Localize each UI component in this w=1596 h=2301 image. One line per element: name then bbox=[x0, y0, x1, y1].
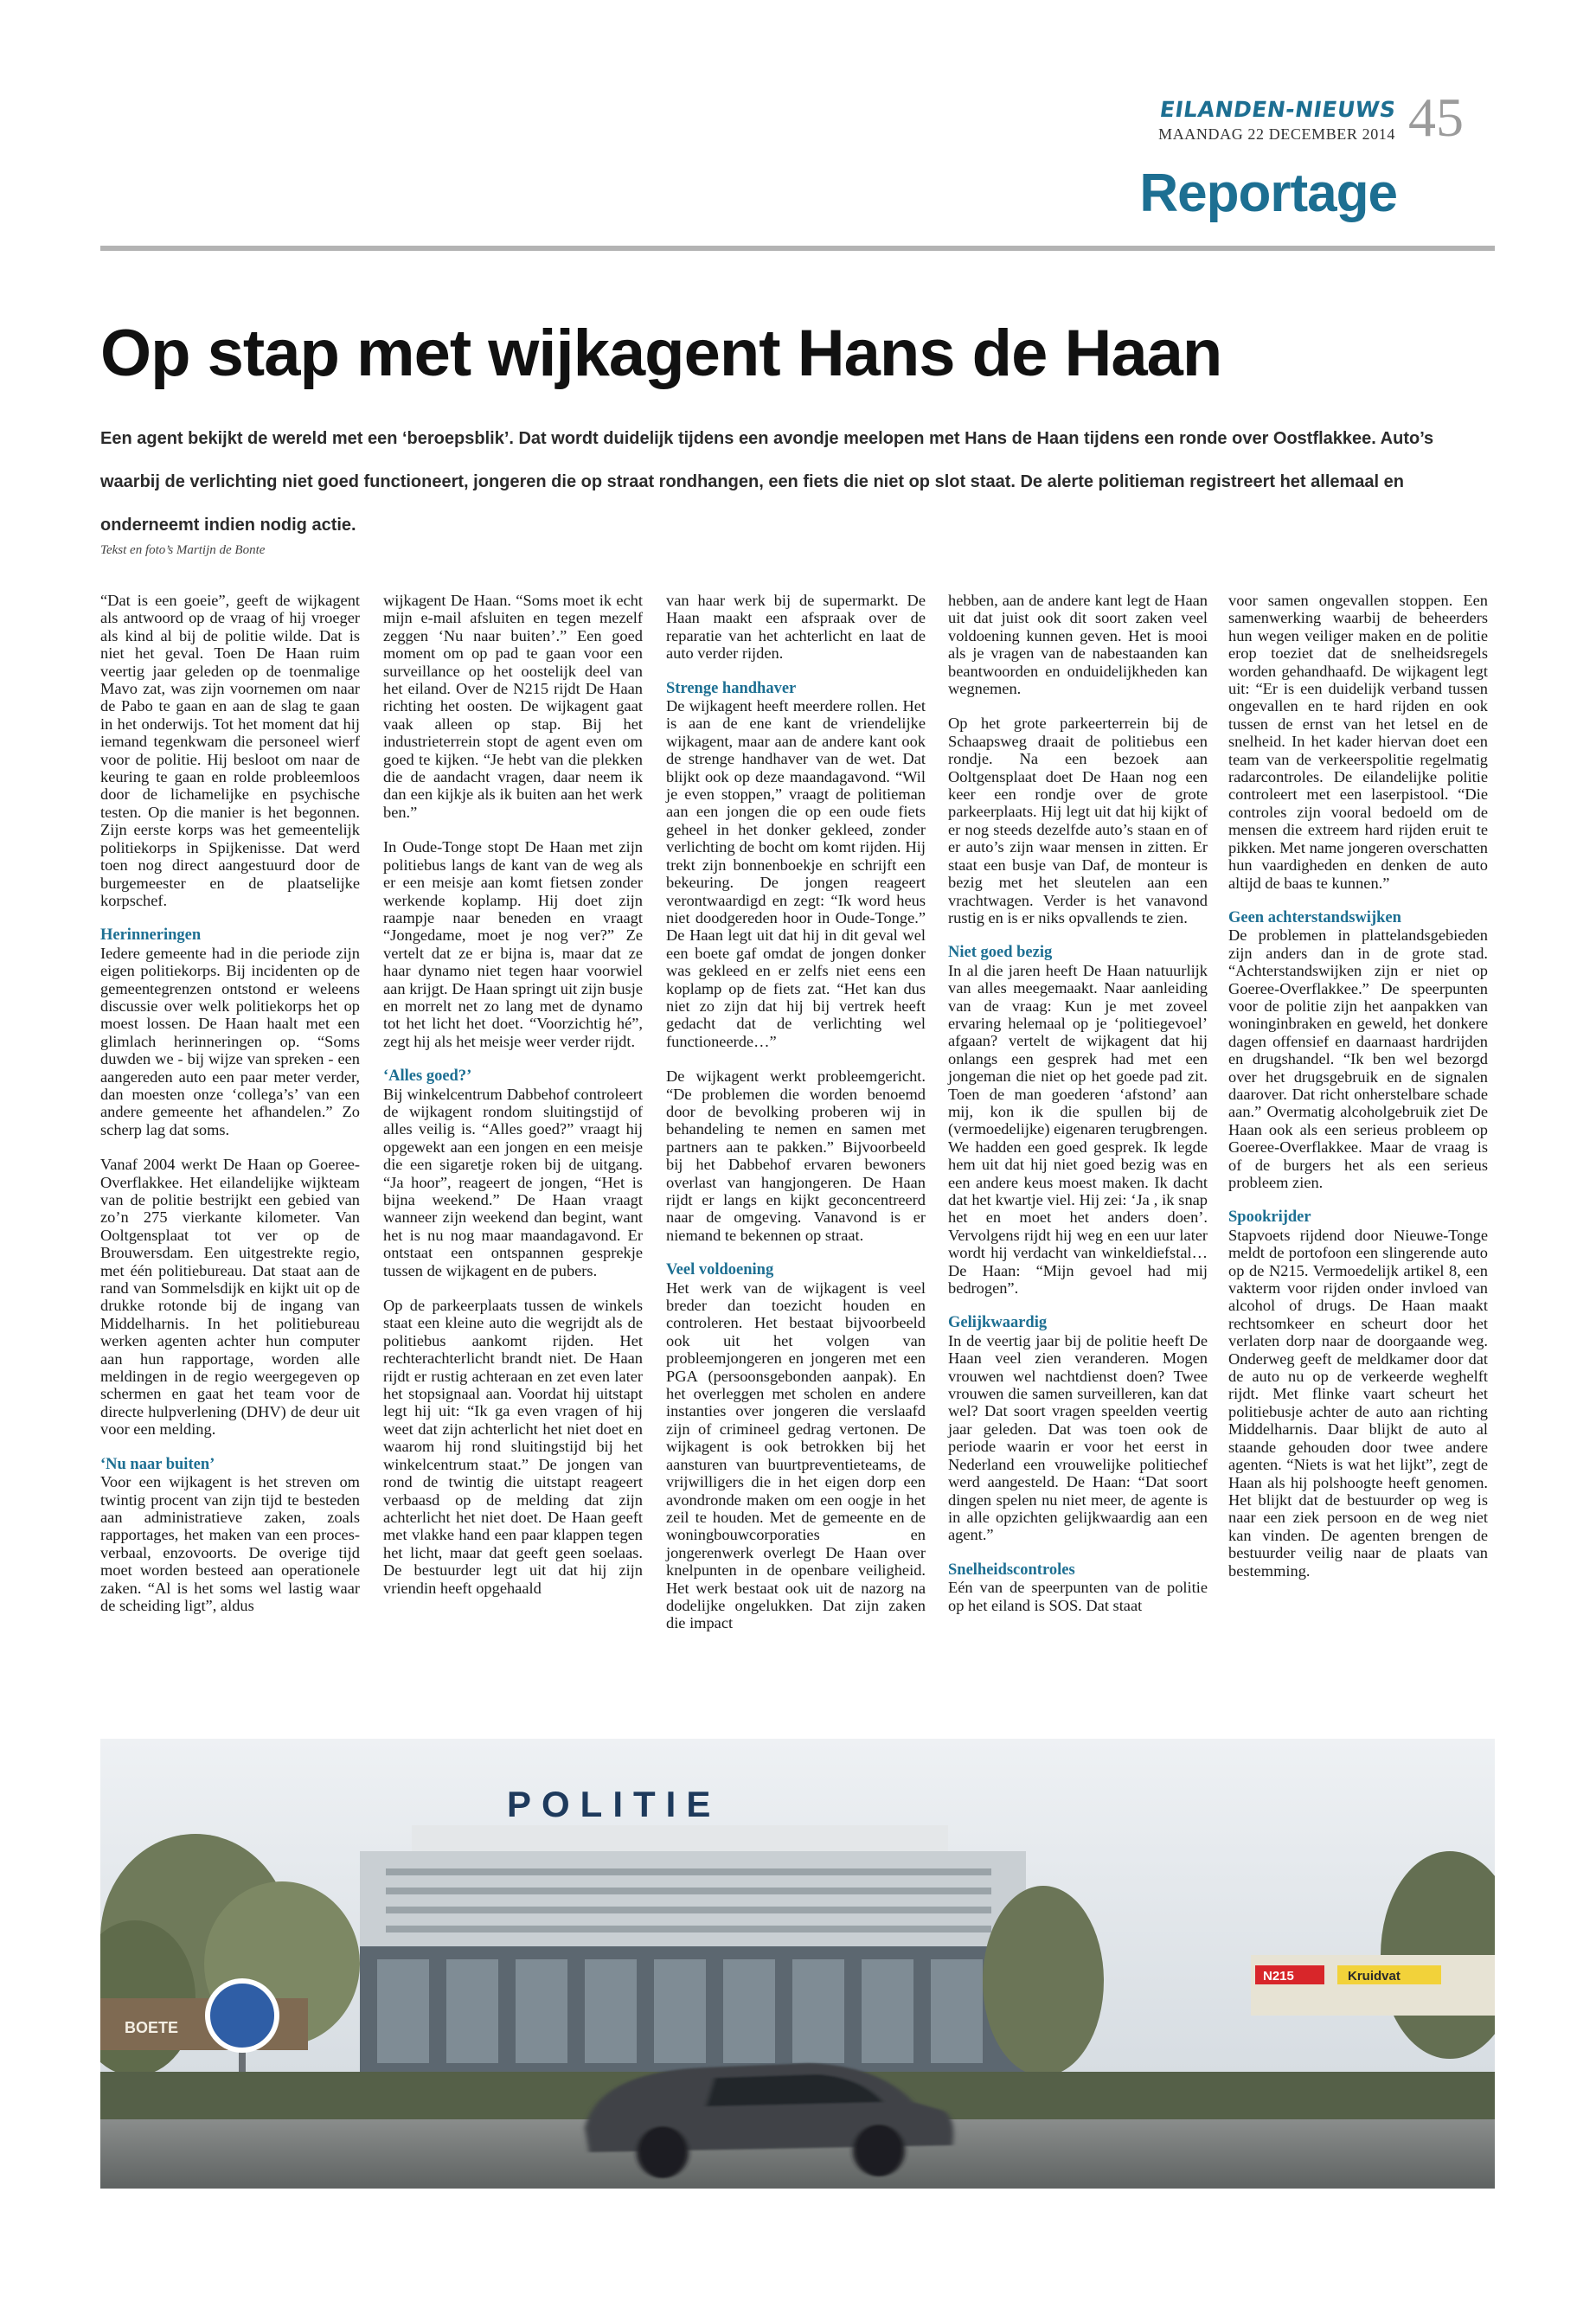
building bbox=[360, 1825, 1026, 2076]
paragraph: Iedere gemeente had in die periode zijn eigen politiekorps. Bij incidenten op de gemeentegrenzen ontstond er weleens discussie over welk politiekorps het op moest lossen. De Haan haalt met een glimlach herinneringen op. “Soms duwden we - bij wijze van spreken - een aangereden auto een paar meter verder, dan moesten onze ‘collega’s’ van een andere gemeente het afhandelen.” Zo scherp lag dat soms. bbox=[100, 944, 360, 1138]
shop-sign-boete: BOETE bbox=[125, 2019, 179, 2036]
article-column-1 bbox=[100, 592, 360, 1631]
paragraph: In al die jaren heeft De Haan natuurlijk van alles meegemaakt. Naar aanleiding van de vraag: Kun je met zoveel ervaring helemaal op je ‘politiegevoel’ afgaan? vertelt de wijkagent dat hij onlangs een gesprek had met een jongeman die niet op het goede pad zit. Toen de man goederen ‘afstond’ aan mij, kon ik die spullen bij de (vermoedelijke) eigenaren terugbrengen. We hadden een goed gesprek. Ik legde hem uit dat hij niet goed bezig was en een andere keus moest maken. Ik dacht dat het kwartje viel. Hij zei: ‘Ja , ik snap het en moet het anders doen’. Vervolgens rijdt hij weg en een uur later wordt hij verdacht van winkeldiefstal… De Haan: “Mijn gevoel had mij bedrogen”. bbox=[948, 961, 1208, 1298]
subheading: Herinneringen bbox=[100, 926, 202, 945]
paragraph: Bij winkelcentrum Dabbehof controleert de wijkagent rondom sluitingstijd of alles veilig is. “Alles goed?” vraagt hij opgewekt aan een jongen en een meisje die een sigaretje roken bij de uitgang. “Ja hoor”, reageert de jongen, “Het is bijna weekend.” De Haan vraagt wanneer zijn weekend dan begint, want het is nu nog maar maandagavond. Er ontstaat een ontspannen gesprekje tussen de wijkagent en de pubers. bbox=[383, 1085, 643, 1279]
paragraph: Op het grote parkeerterrein bij de Schaapsweg draait de politiebus een rondje. Na een bezoek aan Ooltgensplaat doet De Haan nog een keer een rondje over de grote parkeerplaats. Hij legt uit dat hij kijkt of er nog steeds dezelfde auto’s staan en of er auto’s zijn waar mensen in zitten. Er staat een busje van Daf, de monteur is bezig met het sleutelen aan een vrachtwagen. Verder is het vanavond rustig en is er niks opvallends te zien. bbox=[948, 715, 1208, 926]
subheading: ‘Nu naar buiten’ bbox=[100, 1455, 215, 1473]
article-column-2 bbox=[383, 592, 643, 1614]
issue-date: MAANDAG 22 DECEMBER 2014 bbox=[1158, 125, 1395, 143]
subheading: Spookrijder bbox=[1228, 1208, 1311, 1227]
paragraph: De wijkagent heeft meerdere rollen. Het is aan de ene kant de vriendelijke wijkagent, maar aan de andere kant ook de strenge handhaver van de wet. Dat blijkt ook op deze maandagavond. “Wil je even stoppen,” vraagt de politieman aan een jongen die op een oude fiets geheel in het donker gekleed, zonder verlichting de bocht om komt rijden. Hij trekt zijn bonnenboekje en schrijft een bekeuring. De jongen reageert verontwaardigd en zegt: “Ik word heus niet doodgereden hoor in Oude-Tonge.” De Haan legt uit dat hij in dit geval wel een boete gaf omdat de jongen donker was gekleed en er zelfs niet eens een koplamp op de fiets zat. “Het kan dus niet zo zijn dat hij bij vertrek heeft gedacht dat de verlichting wel functioneerde…” bbox=[666, 697, 926, 1050]
paragraph: wijkagent De Haan. “Soms moet ik echt mijn e-mail afsluiten en tegen mezelf zeggen ‘Nu naar buiten’.” Een goed moment om op pad te gaan voor een surveillance op het oostelijk deel van het eiland. Over de N215 rijdt De Haan richting het oosten. De wijkagent gaat vaak alleen op stap. Bij het industrieterrein stopt de agent even om goed te kijken. “Je hebt van die plekken die de aandacht vragen, daar neem ik dan een kijkje als ik buiten aan het werk ben.” bbox=[383, 592, 643, 821]
subheading: Snelheidscontroles bbox=[948, 1561, 1075, 1579]
masthead bbox=[1157, 97, 1398, 144]
paragraph: De wijkagent werkt probleemgericht. “De problemen die worden benoemd door de bevolking proberen wij in behandeling te nemen en samen met partners aan te pakken.” Bijvoorbeeld bij het Dabbehof ervaren bewoners overlast van hangjongeren. De Haan rijdt er langs en kijkt geconcentreerd naar de omgeving. Vanavond is er niemand te bekennen op straat. bbox=[666, 1067, 926, 1244]
shop-sign-n215: N215 bbox=[1263, 1969, 1294, 1984]
subheading: Geen achterstandswijken bbox=[1228, 908, 1401, 926]
page-number: 45 bbox=[1408, 87, 1464, 148]
paragraph: “Dat is een goeie”, geeft de wijkagent als antwoord op de vraag of hij vroeger als kind al bij de politie wilde. Dat is niet het geval. Toen De Haan ruim veertig jaar geleden op de toenmalige Mavo zat, was zijn voornemen om naar de Pabo te gaan en aan de slag te gaan in het onderwijs. Tot het moment dat hij iemand tegenkwam die personeel wierf voor de politie. Hij besloot om naar de keuring te gaan en rolde probleemloos door de lichamelijke en psychische testen. Op die manier is het begonnen. Zijn eerste korps was het gemeentelijk politiekorps in Spijkenisse. Dat werd toen nog direct aangestuurd door de burgemeester en de plaatselijke korpschef. bbox=[100, 592, 360, 909]
article-column-4 bbox=[948, 592, 1208, 1631]
paragraph: Het werk van de wijkagent is veel breder dan toezicht houden en controleren. Het bestaat bijvoorbeeld ook uit het volgen van probleemjongeren en jongeren met een PGA (persoonsgebonden aanpak). En het overleggen met scholen en andere instanties over jongeren die verslaafd zijn of crimineel gedrag vertonen. De wijkagent is ook betrokken bij het aansturen van buurtpreventieteams, de vrijwilligers die in het eigen dorp een avondronde maken om een oogje in het zeil te houden. Met de gemeente en de woningbouwcorporaties en jongerenwerk overlegt De Haan over knelpunten in de openbare veiligheid. Het werk bestaat ook uit de nazorg na dodelijke ongelukken. Dat zijn zaken die impact bbox=[666, 1279, 926, 1632]
paragraph: Stapvoets rijdend door Nieuwe-Tonge meldt de portofoon een slingerende auto op de N215. Vermoedelijk artikel 8, een vakterm voor rijden onder invloed van alcohol of drugs. De Haan maakt rechtsomkeer en scheurt door het verlaten dorp naar de doorgaande weg. Onderweg geeft de meldkamer door dat de auto nu op de verkeerde weghelft rijdt. Met flinke vaart scheurt het politiebusje achter de auto aan richting Middelharnis. Daar blijkt de auto al staande gehouden door twee andere agenten. “Niets is wat het lijkt”, zegt de Haan als hij polshoogte heeft genomen. Het blijkt dat de bestuurder op weg is naar een ziek persoon en de weg niet kan vinden. De agenten brengen de bestuurder veilig naar de plaats van bestemming. bbox=[1228, 1226, 1488, 1580]
header-rule bbox=[100, 246, 1495, 251]
article-credit: Tekst en foto’s Martijn de Bonte bbox=[100, 543, 266, 557]
subheading: Strenge handhaver bbox=[666, 679, 797, 697]
paragraph: De problemen in plattelandsgebieden zijn anders dan in de grote stad. “Achterstandswijken zijn er niet op Goeree-Overflakkee.” De speerpunten voor de politie zijn het aanpakken van woninginbraken en geweld, het donkere dagen offensief en daarnaast hardrijden en drugshandel. “Ik ben wel bezorgd over het drugsgebruik en de signalen daarover. Dat richt onherstelbare schade aan.” Overmatig alcoholgebruik ziet De Haan ook als een serieus probleem op Goeree-Overflakkee. Maar de vraag is of de burgers het als een serieus probleem zien. bbox=[1228, 926, 1488, 1191]
subheading: Veel voldoening bbox=[666, 1261, 774, 1279]
article-lead: Een agent bekijkt de wereld met een ‘beroepsblik’. Dat wordt duidelijk tijdens een avondje meelopen met Hans de Haan tijdens een ronde over Oostflakkee. Auto’s waarbij de verlichting niet goed functioneert, jongeren die op straat rondhangen, een fiets die niet op slot staat. De alerte politieman registreert het allemaal en onderneemt indien nodig actie. bbox=[100, 429, 1434, 535]
paragraph: Voor een wijkagent is het streven om twintig procent van zijn tijd te besteden aan administratieve zaken, zoals rapportages, het maken van een proces-verbaal, enzovoorts. De overige tijd moet worden besteed aan operationele zaken. “Al is het soms wel lastig waar de scheiding ligt”, aldus bbox=[100, 1473, 360, 1614]
paragraph: In de veertig jaar bij de politie heeft De Haan veel zien veranderen. Mogen vrouwen wel nachtdienst doen? Twee vrouwen die samen surveilleren, kan dat wel? Dat soort vragen speelden veertig jaar geleden. Dat was toen ook de periode waarin er voor het eerst in Nederland een vrouwelijke politiechef werd aangesteld. De Haan: “Dat soort dingen spelen nu niet meer, de agente is in alle opzichten gelijkwaardig aan een agent.” bbox=[948, 1331, 1208, 1544]
police-station-photo bbox=[100, 1739, 1495, 2189]
shops-right bbox=[1251, 1955, 1495, 2016]
subheading: Gelijkwaardig bbox=[948, 1314, 1048, 1332]
article-title: Op stap met wijkagent Hans de Haan bbox=[100, 317, 1222, 390]
paper-name: EILANDEN-NIEUWS bbox=[1157, 97, 1398, 122]
article-column-5 bbox=[1228, 592, 1488, 1597]
article-column-3 bbox=[666, 592, 926, 1650]
paragraph: Vanaf 2004 werkt De Haan op Goeree-Overflakkee. Het eilandelijke wijkteam van de politie bestrijkt een gebied van zo’n 275 vierkante kilometer. Van Ooltgensplaat tot ver op de Brouwersdam. Een uitgestrekte regio, met één politiebureau. Dat staat aan de rand van Sommelsdijk en kijkt uit op de drukke rotonde bij de ingang van Middelharnis. In het politiebureau werken agenten achter hun computer aan hun rapportage, worden alle meldingen in de regio weergegeven op schermen en gaat het team voor de directe hulpverlening (DHV) de deur uit voor een melding. bbox=[100, 1156, 360, 1439]
paragraph: voor samen ongevallen stoppen. Een samenwerking waarbij de beheerders hun wegen veiliger maken en de politie erop toeziet dat de snelheidsregels worden gehandhaafd. De wijkagent legt uit: “Er is een duidelijk verband tussen ongevallen en te hard rijden en ook tussen de ernst van het letsel en de snelheid. In het kader hiervan doet een team van de verkeerspolitie regelmatig radarcontroles. De eilandelijke politie controleert met een laserpistool. “Die controles zijn vooral bedoeld om de mensen die extreem hard rijden eruit te pikken. Met name jongeren overschatten hun vaardigheden en denken de auto altijd de baas te kunnen.” bbox=[1228, 592, 1488, 892]
paragraph: Op de parkeerplaats tussen de winkels staat een kleine auto die wegrijdt als de politiebus aankomt rijden. Het rechterachterlicht brandt niet. De Haan rijdt er rustig achteraan en zet even later het stopsignaal aan. Voordat hij uitstapt legt hij uit: “Ik ga even vragen of hij weet dat zijn achterlicht het niet doet en waarom hij rond sluitingstijd bij het winkelcentrum staat.” De jongen van rond de twintig die uitstapt reageert verbaasd op de melding dat zijn achterlicht het niet doet. De Haan geeft met vlakke hand een paar klappen tegen het licht, maar dat geeft geen soelaas. De bestuurder legt uit dat hij zijn vriendin heeft opgehaald bbox=[383, 1297, 643, 1597]
shop-sign-kruidvat: Kruidvat bbox=[1348, 1969, 1401, 1984]
paragraph: In Oude-Tonge stopt De Haan met zijn politiebus langs de kant van de weg als er een meisje aan komt fietsen zonder werkende koplamp. Hij doet zijn raampje naar beneden en vraagt “Jongedame, moet je nog ver?” Ze vertelt dat ze er bijna is, maar dat ze haar dynamo niet tegen haar voorwiel aan krijgt. De Haan springt uit zijn busje en morrelt net zo lang met de dynamo tot het licht het doet. “Voorzichtig hé”, zegt hij als het meisje weer verder rijdt. bbox=[383, 838, 643, 1050]
paragraph: Eén van de speerpunten van de politie op het eiland is SOS. Dat staat bbox=[948, 1579, 1208, 1614]
subheading: ‘Alles goed?’ bbox=[383, 1067, 472, 1086]
section-title: Reportage bbox=[1139, 163, 1397, 223]
subheading: Niet goed bezig bbox=[948, 944, 1053, 962]
politie-sign: POLITIE bbox=[507, 1784, 721, 1824]
paragraph: hebben, aan de andere kant legt de Haan uit dat juist ook dit soort zaken veel voldoening kunnen geven. Het is mooi als je vragen van de nabestaanden kan beantwoorden en onduidelijkheden kan wegnemen. bbox=[948, 592, 1208, 698]
paragraph: van haar werk bij de supermarkt. De Haan maakt een afspraak over de reparatie van het achterlicht en laat de auto verder rijden. bbox=[666, 592, 926, 663]
